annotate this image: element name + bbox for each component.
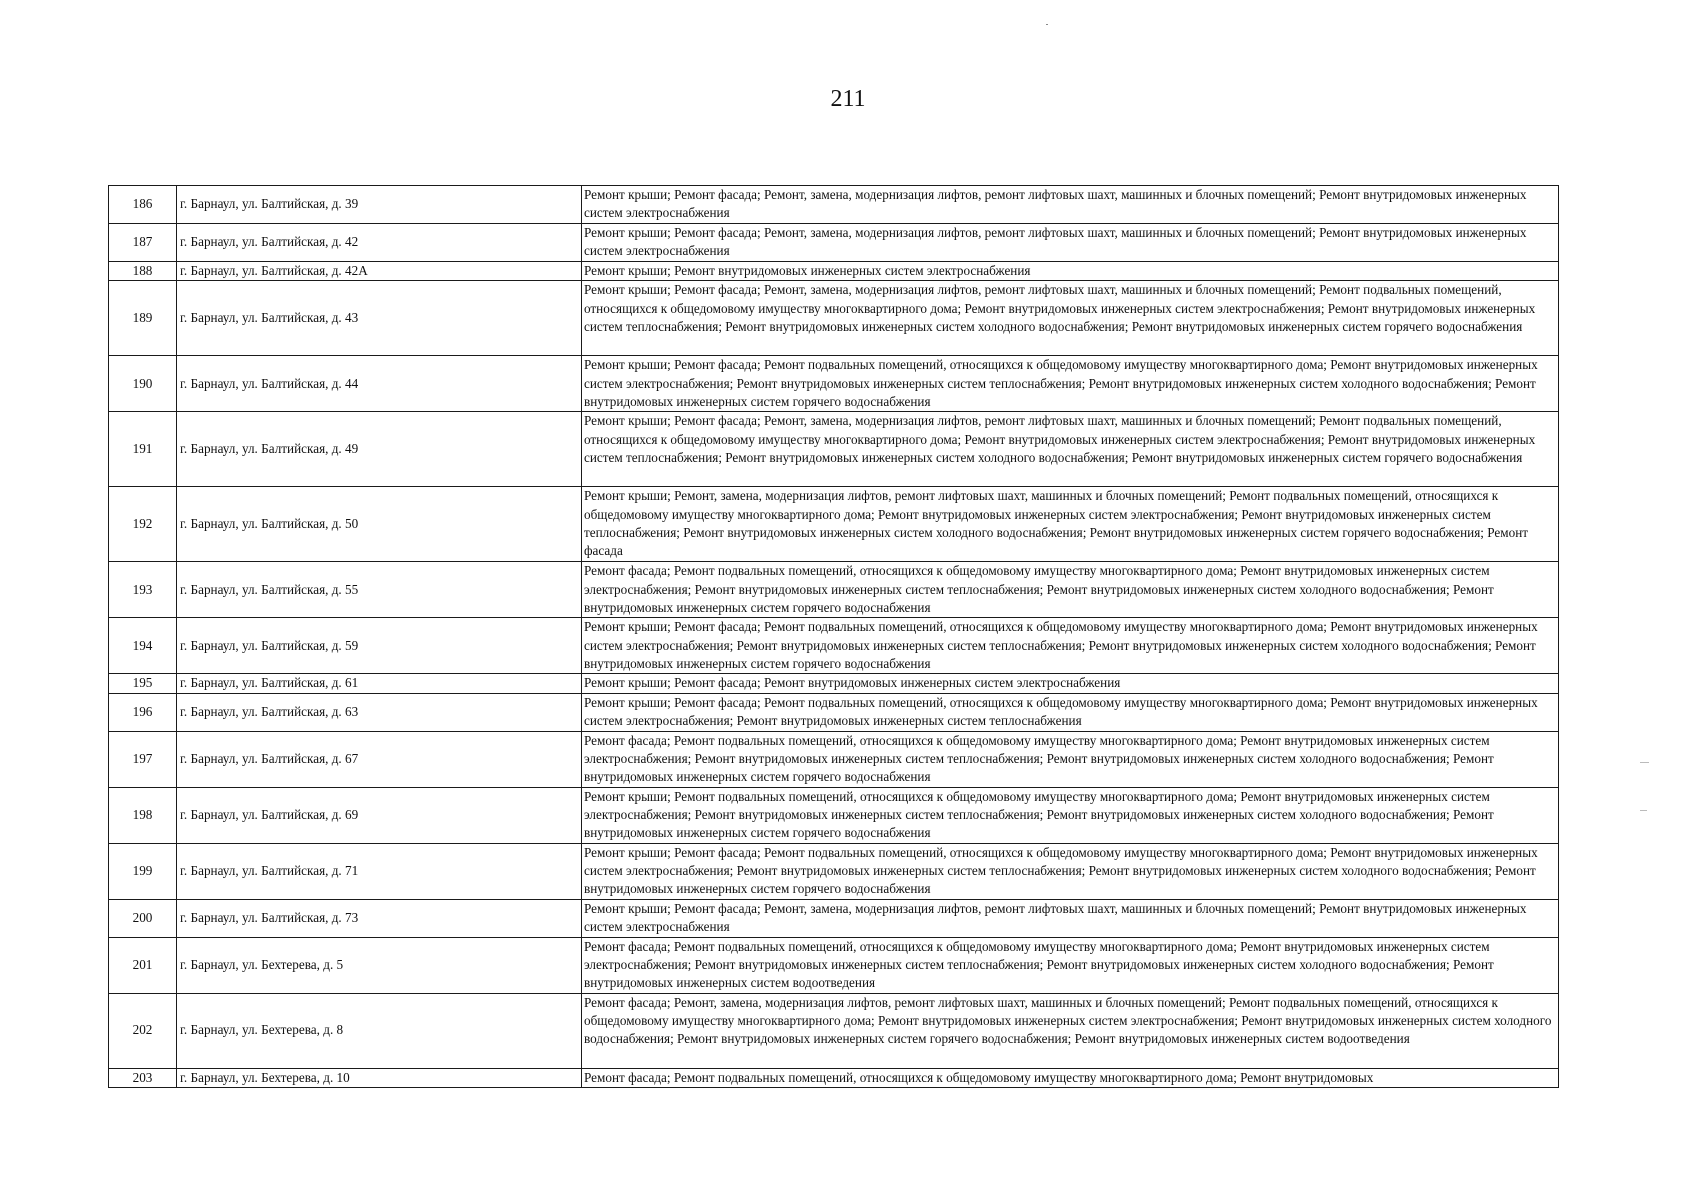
row-works: Ремонт крыши; Ремонт фасада; Ремонт подвальных помещений, относящихся к общедомовому имуществу многоквартирного дома; Ремонт внутридомовых инженерных систем электроснабжения; Ремонт внутридомовых инженерных систем теплоснабжения; Ремонт внутридомовых инженерных систем холодного водоснабжения; Ремонт внутридомовых инженерных систем горячего водоснабжения [582,356,1559,412]
table-row [109,1068,1559,1087]
table-row [109,224,1559,262]
table-row [109,993,1559,1068]
row-address: г. Барнаул, ул. Балтийская, д. 63 [177,693,582,731]
row-works: Ремонт крыши; Ремонт фасада; Ремонт, замена, модернизация лифтов, ремонт лифтовых шахт, машинных и блочных помещений; Ремонт подвальных помещений, относящихся к общедомовому имуществу многоквартирного дома; Ремонт внутридомовых инженерных систем электроснабжения; Ремонт внутридомовых инженерных систем теплоснабжения; Ремонт внутридомовых инженерных систем холодного водоснабжения; Ремонт внутридомовых инженерных систем горячего водоснабжения [582,281,1559,356]
row-number: 196 [109,693,177,731]
row-address: г. Барнаул, ул. Балтийская, д. 59 [177,618,582,674]
row-works: Ремонт фасада; Ремонт, замена, модернизация лифтов, ремонт лифтовых шахт, машинных и блочных помещений; Ремонт подвальных помещений, относящихся к общедомовому имуществу многоквартирного дома; Ремонт внутридомовых инженерных систем электроснабжения; Ремонт внутридомовых инженерных систем холодного водоснабжения; Ремонт внутридомовых инженерных систем горячего водоснабжения; Ремонт внутридомовых инженерных систем водоотведения [582,993,1559,1068]
table-row [109,674,1559,693]
row-number: 193 [109,562,177,618]
row-works: Ремонт крыши; Ремонт фасада; Ремонт подвальных помещений, относящихся к общедомовому имуществу многоквартирного дома; Ремонт внутридомовых инженерных систем электроснабжения; Ремонт внутридомовых инженерных систем теплоснабжения [582,693,1559,731]
table-row [109,186,1559,224]
row-number: 194 [109,618,177,674]
works-registry-table [108,185,1559,1088]
row-address: г. Барнаул, ул. Бехтерева, д. 10 [177,1068,582,1087]
row-number: 199 [109,843,177,899]
row-works: Ремонт крыши; Ремонт фасада; Ремонт, замена, модернизация лифтов, ремонт лифтовых шахт, машинных и блочных помещений; Ремонт подвальных помещений, относящихся к общедомовому имуществу многоквартирного дома; Ремонт внутридомовых инженерных систем электроснабжения; Ремонт внутридомовых инженерных систем теплоснабжения; Ремонт внутридомовых инженерных систем холодного водоснабжения; Ремонт внутридомовых инженерных систем горячего водоснабжения [582,412,1559,487]
row-works: Ремонт крыши; Ремонт фасада; Ремонт, замена, модернизация лифтов, ремонт лифтовых шахт, машинных и блочных помещений; Ремонт внутридомовых инженерных систем электроснабжения [582,899,1559,937]
row-works: Ремонт крыши; Ремонт фасада; Ремонт подвальных помещений, относящихся к общедомовому имуществу многоквартирного дома; Ремонт внутридомовых инженерных систем электроснабжения; Ремонт внутридомовых инженерных систем теплоснабжения; Ремонт внутридомовых инженерных систем холодного водоснабжения; Ремонт внутридомовых инженерных систем горячего водоснабжения [582,618,1559,674]
table-row [109,787,1559,843]
table-row [109,693,1559,731]
row-number: 188 [109,262,177,281]
row-number: 203 [109,1068,177,1087]
row-works: Ремонт фасада; Ремонт подвальных помещений, относящихся к общедомовому имуществу многоквартирного дома; Ремонт внутридомовых инженерных систем электроснабжения; Ремонт внутридомовых инженерных систем теплоснабжения; Ремонт внутридомовых инженерных систем холодного водоснабжения; Ремонт внутридомовых инженерных систем горячего водоснабжения [582,731,1559,787]
row-number: 186 [109,186,177,224]
table-row [109,899,1559,937]
row-address: г. Барнаул, ул. Бехтерева, д. 5 [177,937,582,993]
table-row [109,262,1559,281]
row-works: Ремонт крыши; Ремонт внутридомовых инженерных систем электроснабжения [582,262,1559,281]
table-row [109,937,1559,993]
row-address: г. Барнаул, ул. Балтийская, д. 42 [177,224,582,262]
row-address: г. Барнаул, ул. Балтийская, д. 71 [177,843,582,899]
row-address: г. Барнаул, ул. Балтийская, д. 44 [177,356,582,412]
table-row [109,281,1559,356]
row-number: 187 [109,224,177,262]
table-row [109,356,1559,412]
table-row [109,731,1559,787]
row-address: г. Барнаул, ул. Балтийская, д. 73 [177,899,582,937]
row-address: г. Барнаул, ул. Балтийская, д. 49 [177,412,582,487]
row-works: Ремонт крыши; Ремонт фасада; Ремонт внутридомовых инженерных систем электроснабжения [582,674,1559,693]
row-address: г. Барнаул, ул. Балтийская, д. 69 [177,787,582,843]
row-works: Ремонт крыши; Ремонт фасада; Ремонт, замена, модернизация лифтов, ремонт лифтовых шахт, машинных и блочных помещений; Ремонт внутридомовых инженерных систем электроснабжения [582,186,1559,224]
row-works: Ремонт фасада; Ремонт подвальных помещений, относящихся к общедомовому имуществу многоквартирного дома; Ремонт внутридомовых инженерных систем электроснабжения; Ремонт внутридомовых инженерных систем теплоснабжения; Ремонт внутридомовых инженерных систем холодного водоснабжения; Ремонт внутридомовых инженерных систем водоотведения [582,937,1559,993]
row-address: г. Барнаул, ул. Балтийская, д. 67 [177,731,582,787]
table-row [109,412,1559,487]
scan-speck [1640,762,1649,763]
table-row [109,562,1559,618]
row-number: 197 [109,731,177,787]
row-address: г. Барнаул, ул. Балтийская, д. 61 [177,674,582,693]
row-number: 201 [109,937,177,993]
table-row [109,487,1559,562]
row-number: 195 [109,674,177,693]
row-number: 192 [109,487,177,562]
row-works: Ремонт фасада; Ремонт подвальных помещений, относящихся к общедомовому имуществу многоквартирного дома; Ремонт внутридомовых [582,1068,1559,1087]
row-works: Ремонт крыши; Ремонт подвальных помещений, относящихся к общедомовому имуществу многоквартирного дома; Ремонт внутридомовых инженерных систем электроснабжения; Ремонт внутридомовых инженерных систем теплоснабжения; Ремонт внутридомовых инженерных систем холодного водоснабжения; Ремонт внутридомовых инженерных систем горячего водоснабжения [582,787,1559,843]
row-address: г. Барнаул, ул. Балтийская, д. 39 [177,186,582,224]
row-number: 200 [109,899,177,937]
page-number: 211 [830,86,866,112]
row-number: 191 [109,412,177,487]
row-works: Ремонт крыши; Ремонт фасада; Ремонт подвальных помещений, относящихся к общедомовому имуществу многоквартирного дома; Ремонт внутридомовых инженерных систем электроснабжения; Ремонт внутридомовых инженерных систем теплоснабжения; Ремонт внутридомовых инженерных систем холодного водоснабжения; Ремонт внутридомовых инженерных систем горячего водоснабжения [582,843,1559,899]
row-address: г. Барнаул, ул. Балтийская, д. 42А [177,262,582,281]
row-works: Ремонт крыши; Ремонт, замена, модернизация лифтов, ремонт лифтовых шахт, машинных и блочных помещений; Ремонт подвальных помещений, относящихся к общедомовому имуществу многоквартирного дома; Ремонт внутридомовых инженерных систем электроснабжения; Ремонт внутридомовых инженерных систем теплоснабжения; Ремонт внутридомовых инженерных систем холодного водоснабжения; Ремонт внутридомовых инженерных систем горячего водоснабжения; Ремонт фасада [582,487,1559,562]
table-row [109,843,1559,899]
row-number: 190 [109,356,177,412]
row-works: Ремонт фасада; Ремонт подвальных помещений, относящихся к общедомовому имуществу многоквартирного дома; Ремонт внутридомовых инженерных систем электроснабжения; Ремонт внутридомовых инженерных систем теплоснабжения; Ремонт внутридомовых инженерных систем холодного водоснабжения; Ремонт внутридомовых инженерных систем горячего водоснабжения [582,562,1559,618]
row-number: 198 [109,787,177,843]
row-number: 189 [109,281,177,356]
scan-speck [1046,24,1048,25]
scan-speck [1640,810,1647,811]
table-row [109,618,1559,674]
row-works: Ремонт крыши; Ремонт фасада; Ремонт, замена, модернизация лифтов, ремонт лифтовых шахт, машинных и блочных помещений; Ремонт внутридомовых инженерных систем электроснабжения [582,224,1559,262]
row-address: г. Барнаул, ул. Бехтерева, д. 8 [177,993,582,1068]
row-number: 202 [109,993,177,1068]
row-address: г. Барнаул, ул. Балтийская, д. 55 [177,562,582,618]
row-address: г. Барнаул, ул. Балтийская, д. 50 [177,487,582,562]
row-address: г. Барнаул, ул. Балтийская, д. 43 [177,281,582,356]
